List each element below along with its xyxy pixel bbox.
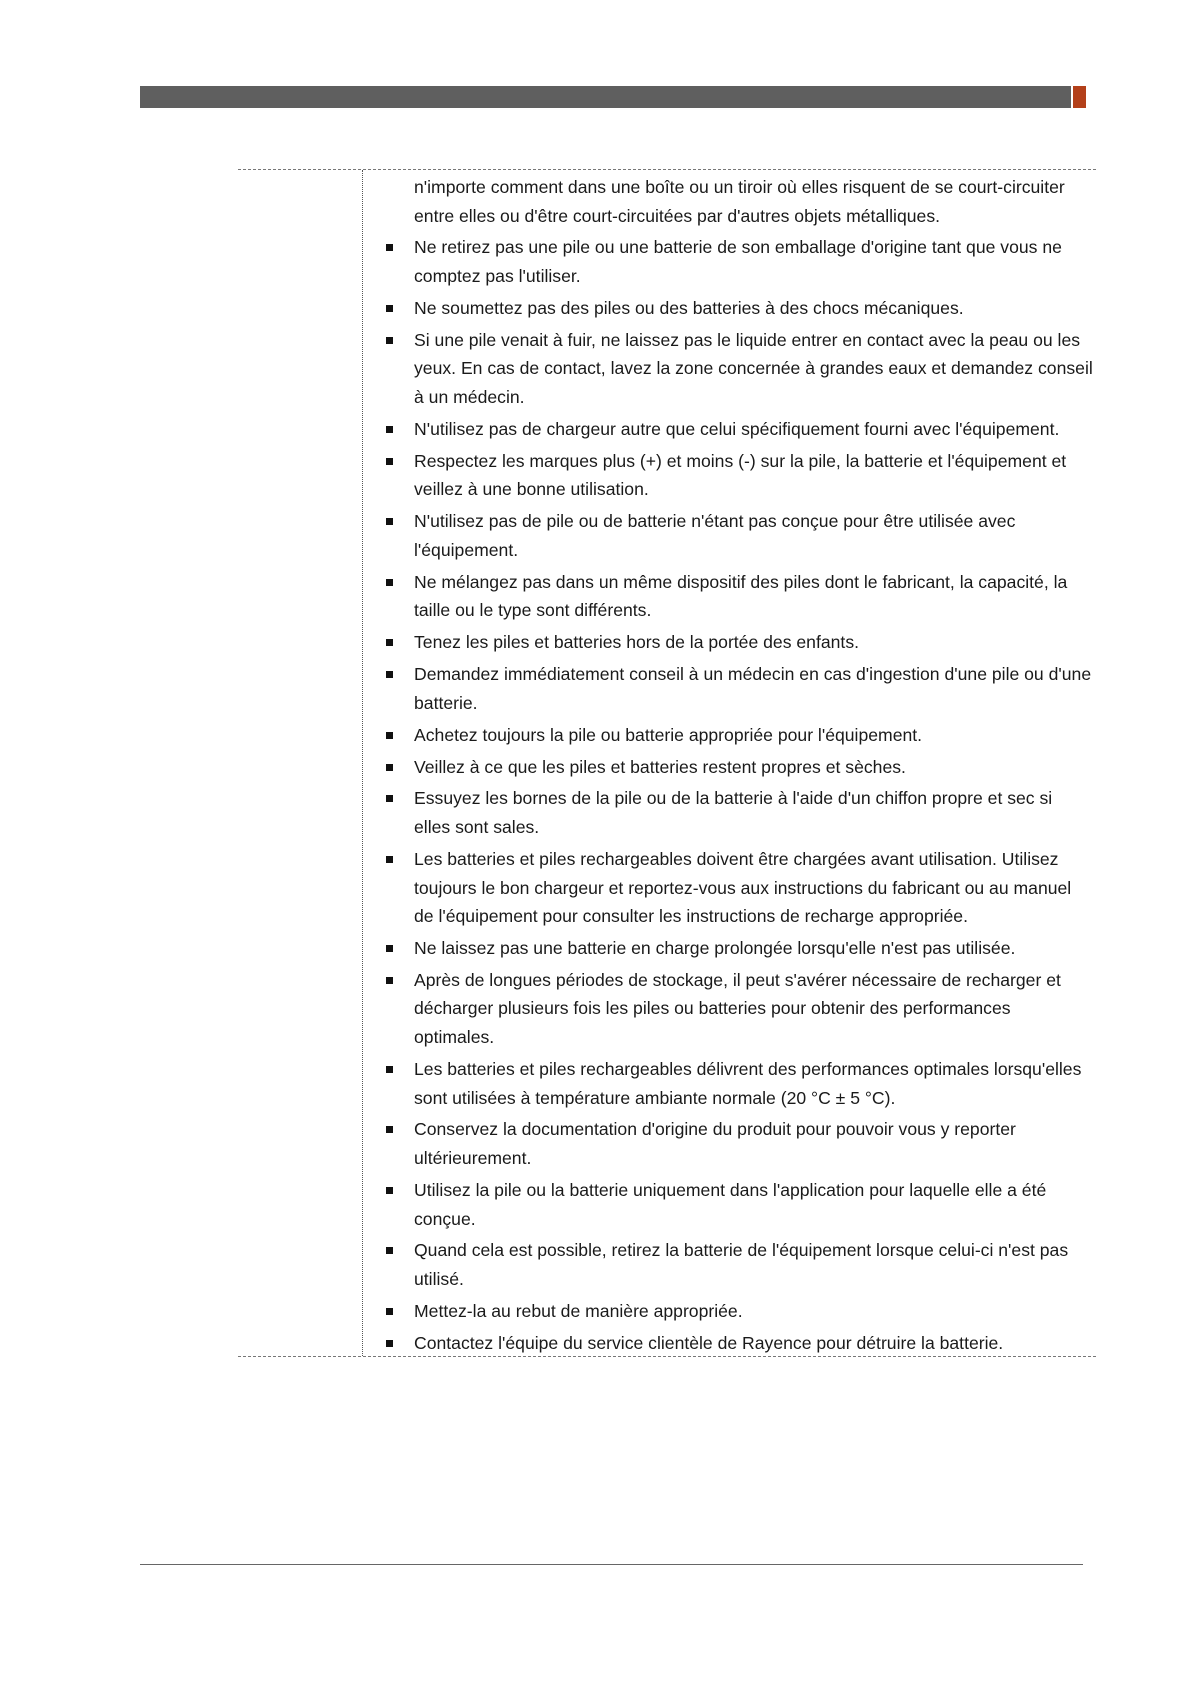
list-item-text: Quand cela est possible, retirez la batterie de l'équipement lorsque celui-ci n'est pas utilisé.	[414, 1240, 1069, 1290]
square-bullet-icon	[386, 1126, 393, 1133]
list-item-text: Après de longues périodes de stockage, il peut s'avérer nécessaire de recharger et décharger plusieurs fois les piles ou batteries pour obtenir des performances optimales.	[414, 969, 1061, 1048]
square-bullet-icon	[386, 945, 393, 952]
list-item	[375, 753, 1093, 782]
header-bar	[140, 86, 1083, 108]
list-item	[375, 721, 1093, 750]
square-bullet-icon	[386, 856, 393, 863]
list-item-text: Ne soumettez pas des piles ou des batteries à des chocs mécaniques.	[414, 297, 964, 318]
square-bullet-icon	[386, 579, 393, 586]
list-item	[375, 1236, 1093, 1293]
square-bullet-icon	[386, 244, 393, 251]
list-item	[375, 1329, 1093, 1358]
list-item	[375, 326, 1093, 412]
list-item-text: Conservez la documentation d'origine du produit pour pouvoir vous y reporter ultérieurement.	[414, 1119, 1016, 1169]
table-left-column	[238, 170, 363, 1356]
list-item-text: Demandez immédiatement conseil à un médecin en cas d'ingestion d'une pile ou d'une batterie.	[414, 664, 1092, 713]
content-table	[238, 169, 1096, 1357]
battery-safety-list	[375, 173, 1093, 1361]
list-item-text: Veillez à ce que les piles et batteries restent propres et sèches.	[414, 756, 906, 777]
list-item	[375, 628, 1093, 657]
list-item-text: Ne laissez pas une batterie en charge prolongée lorsqu'elle n'est pas utilisée.	[414, 938, 1016, 958]
list-item-text: N'utilisez pas de chargeur autre que celui spécifiquement fourni avec l'équipement.	[414, 418, 1060, 439]
square-bullet-icon	[386, 1247, 393, 1254]
list-item	[375, 447, 1093, 504]
list-item-text: Achetez toujours la pile ou batterie appropriée pour l'équipement.	[414, 724, 923, 745]
square-bullet-icon	[386, 1308, 393, 1315]
continuation-text: n'importe comment dans une boîte ou un tiroir où elles risquent de se court-circuiter entre elles ou d'être court-circuitées par d'autres objets métalliques.	[414, 177, 1065, 226]
list-item	[375, 966, 1093, 1052]
square-bullet-icon	[386, 426, 393, 433]
list-item-text: Essuyez les bornes de la pile ou de la batterie à l'aide d'un chiffon propre et sec si elles sont sales.	[414, 788, 1053, 838]
list-item	[375, 1297, 1093, 1326]
list-item-text: Contactez l'équipe du service clientèle de Rayence pour détruire la batterie.	[414, 1332, 1004, 1353]
square-bullet-icon	[386, 639, 393, 646]
list-item-text: Les batteries et piles rechargeables délivrent des performances optimales lorsqu'elles sont utilisées à température ambiante normale (20 °C ± 5 °C).	[414, 1058, 1082, 1108]
square-bullet-icon	[386, 518, 393, 525]
list-item	[375, 1055, 1093, 1112]
list-item	[375, 294, 1093, 323]
list-item	[375, 784, 1093, 841]
square-bullet-icon	[386, 795, 393, 802]
list-item-text: Ne retirez pas une pile ou une batterie de son emballage d'origine tant que vous ne comptez pas l'utiliser.	[414, 237, 1062, 287]
header-accent	[1071, 86, 1086, 108]
square-bullet-icon	[386, 671, 393, 678]
list-item	[375, 233, 1093, 290]
list-item-text: N'utilisez pas de pile ou de batterie n'étant pas conçue pour être utilisée avec l'équipement.	[414, 511, 1016, 560]
square-bullet-icon	[386, 764, 393, 771]
square-bullet-icon	[386, 1187, 393, 1194]
square-bullet-icon	[386, 1340, 393, 1347]
list-item-text: Respectez les marques plus (+) et moins (-) sur la pile, la batterie et l'équipement et veillez à une bonne utilisation.	[414, 450, 1067, 500]
list-item-text: Utilisez la pile ou la batterie uniquement dans l'application pour laquelle elle a été conçue.	[414, 1179, 1047, 1229]
list-item-text: Si une pile venait à fuir, ne laissez pas le liquide entrer en contact avec la peau ou les yeux. En cas de contact, lavez la zone concernée à grandes eaux et demandez conseil à un médecin.	[414, 329, 1093, 408]
list-item-text: Les batteries et piles rechargeables doivent être chargées avant utilisation. Utilisez toujours le bon chargeur et reportez-vous aux instructions du fabricant ou au manuel de l'équipement pour consulter les instructions de recharge appropriée.	[414, 848, 1072, 927]
list-item	[375, 934, 1093, 963]
list-item	[375, 845, 1093, 931]
square-bullet-icon	[386, 1066, 393, 1073]
list-item	[375, 1176, 1093, 1233]
square-bullet-icon	[386, 458, 393, 465]
square-bullet-icon	[386, 305, 393, 312]
list-item	[375, 660, 1093, 717]
square-bullet-icon	[386, 977, 393, 984]
footer-line	[140, 1564, 1083, 1565]
list-item	[375, 415, 1093, 444]
list-item	[375, 507, 1093, 564]
list-item-text: Mettez-la au rebut de manière appropriée.	[414, 1300, 743, 1321]
list-item-text: Ne mélangez pas dans un même dispositif des piles dont le fabricant, la capacité, la taille ou le type sont différents.	[414, 571, 1068, 621]
list-item	[375, 568, 1093, 625]
square-bullet-icon	[386, 732, 393, 739]
square-bullet-icon	[386, 337, 393, 344]
list-item	[375, 1115, 1093, 1172]
list-item-text: Tenez les piles et batteries hors de la portée des enfants.	[414, 632, 859, 653]
